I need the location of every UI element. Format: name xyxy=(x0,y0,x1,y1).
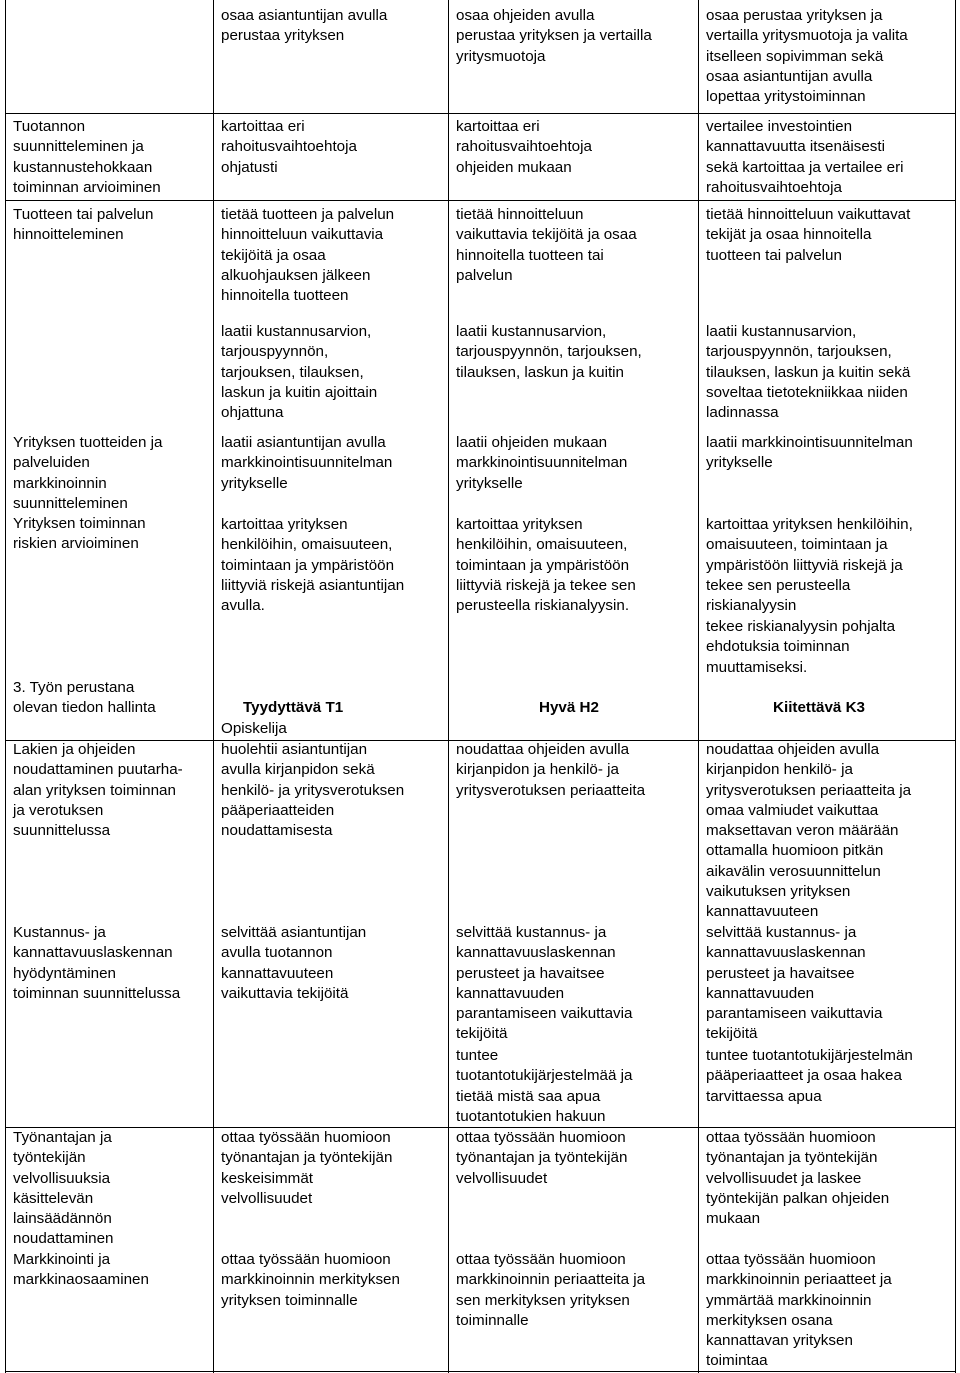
row-hinnoittelu-criterion: Tuotteen tai palvelun hinnoitteleminen xyxy=(13,206,154,244)
column-divider-2 xyxy=(448,0,449,1373)
row-tuotantotuet-k3: tuntee tuotantotukijärjestelmän pääperiaatteet ja osaa hakea tarvittaessa apua xyxy=(706,1047,913,1105)
row-markkinointi-k3: ottaa työssään huomioon markkinoinnin periaatteet ja ymmärtää markkinoinnin merkityksen osana kannattavan yrityksen toimintaa xyxy=(706,1251,892,1370)
row-yritysmuodot-h2: osaa ohjeiden avulla perustaa yrityksen ja vertailla yritysmuotoja xyxy=(456,7,652,65)
row-markkinointi-suunnittelu-k3: laatii markkinointisuunnitelman yritykselle xyxy=(706,434,913,472)
row-kustannusarvio-h2: laatii kustannusarvion, tarjouspyynnön, tarjouksen, tilauksen, laskun ja kuitin xyxy=(456,323,642,381)
row-kirjanpito-k3: noudattaa ohjeiden avulla kirjanpidon henkilö- ja yritysverotuksen periaatteita ja omaa valmiudet vaikuttaa maksettavan veron määrään ottamalla huomioon pitkän aikavälin verosuunnittelun vaikutuksen yrityksen kannattavuuteen xyxy=(706,741,912,921)
row-tuotannon-suunnittelu-criterion: Tuotannon suunnitteleminen ja kustannustehokkaan toiminnan arvioiminen xyxy=(13,118,161,196)
row-hinnoittelu-k3: tietää hinnoitteluun vaikuttavat tekijät ja osaa hinnoitella tuotteen tai palvelun xyxy=(706,206,911,264)
column-header-h2: Hyvä H2 xyxy=(539,699,599,716)
row-kustannusarvio-t1: laatii kustannusarvion, tarjouspyynnön, tarjouksen, tilauksen, laskun ja kuitin ajoittain ohjattuna xyxy=(221,323,378,422)
row-riskit-h2: kartoittaa yrityksen henkilöihin, omaisuuteen, toimintaan ja ympäristöön liittyviä riskejä ja tekee sen perusteella riskianalyysin. xyxy=(456,516,636,615)
row-kirjanpito-criterion: Lakien ja ohjeiden noudattaminen puutarha- alan yrityksen toiminnan ja verotuksen suunnittelussa xyxy=(13,741,183,840)
row-hinnoittelu-t1: tietää tuotteen ja palvelun hinnoitteluun vaikuttavia tekijöitä ja osaa alkuohjauksen jälkeen hinnoitella tuotteen xyxy=(221,206,395,305)
row-kustannusarvio-k3: laatii kustannusarvion, tarjouspyynnön, tarjouksen, tilauksen, laskun ja kuitin sekä soveltaa tietotekniikkaa niiden ladinnassa xyxy=(706,323,911,422)
row-riskit-k3: kartoittaa yrityksen henkilöihin, omaisuuteen, toimintaan ja ympäristöön liittyviä riskejä ja tekee sen perusteella riskianalyysin xyxy=(706,516,913,615)
row-tuotannon-suunnittelu-h2: kartoittaa eri rahoitusvaihtoehtoja ohjeiden mukaan xyxy=(456,118,592,176)
section-title: 3. Työn perustana olevan tiedon hallinta xyxy=(13,679,156,717)
column-divider-1 xyxy=(213,0,214,1373)
row-hinnoittelu-h2: tietää hinnoitteluun vaikuttavia tekijöitä ja osaa hinnoitella tuotteen tai palvelun xyxy=(456,206,637,284)
row-markkinointi-t1: ottaa työssään huomioon markkinoinnin merkityksen yrityksen toiminnalle xyxy=(221,1251,400,1309)
row-divider xyxy=(5,200,956,201)
row-yritysmuodot-k3: osaa perustaa yrityksen ja vertailla yritysmuotoja ja valita itselleen sopivimman sekä osaa asiantuntijan avulla lopettaa yritystoiminnan xyxy=(706,7,908,106)
row-kustannuslaskenta-t1: selvittää asiantuntijan avulla tuotannon kannattavuuteen vaikuttavia tekijöitä xyxy=(221,924,367,1002)
row-tuotannon-suunnittelu-t1: kartoittaa eri rahoitusvaihtoehtoja ohjatusti xyxy=(221,118,357,176)
row-markkinointi-h2: ottaa työssään huomioon markkinoinnin periaatteita ja sen merkityksen yrityksen toiminnalle xyxy=(456,1251,646,1329)
row-kirjanpito-t1: huolehtii asiantuntijan avulla kirjanpidon sekä henkilö- ja yritysverotuksen pääperiaatteiden noudattamisesta xyxy=(221,741,405,840)
row-tyonantaja-criterion: Työnantajan ja työntekijän velvollisuuksia käsittelevän lainsäädännön noudattaminen xyxy=(13,1129,114,1248)
row-markkinointi-suunnittelu-h2: laatii ohjeiden mukaan markkinointisuunnitelman yritykselle xyxy=(456,434,628,492)
row-kustannuslaskenta-k3: selvittää kustannus- ja kannattavuuslaskennan perusteet ja havaitsee kannattavuuden parantamiseen vaikuttavia tekijöitä xyxy=(706,924,883,1043)
table-border-right xyxy=(955,0,956,1373)
row-yritysmuodot-t1: osaa asiantuntijan avulla perustaa yrityksen xyxy=(221,7,388,45)
row-kustannuslaskenta-h2: selvittää kustannus- ja kannattavuuslaskennan perusteet ja havaitsee kannattavuuden parantamiseen vaikuttavia tekijöitä xyxy=(456,924,633,1043)
row-markkinointi-suunnittelu-t1: laatii asiantuntijan avulla markkinointisuunnitelman yritykselle xyxy=(221,434,393,492)
row-markkinointi-criterion: Markkinointi ja markkinaosaaminen xyxy=(13,1251,149,1289)
row-divider xyxy=(5,113,956,114)
row-kirjanpito-h2: noudattaa ohjeiden avulla kirjanpidon ja henkilö- ja yritysverotuksen periaatteita xyxy=(456,741,646,799)
row-riskit-t1: kartoittaa yrityksen henkilöihin, omaisuuteen, toimintaan ja ympäristöön liittyviä riskejä asiantuntijan avulla. xyxy=(221,516,405,615)
subject-label: Opiskelija xyxy=(221,720,287,737)
row-tyonantaja-t1: ottaa työssään huomioon työnantajan ja työntekijän keskeisimmät velvollisuudet xyxy=(221,1129,393,1207)
table-border-left xyxy=(5,0,6,1373)
column-header-t1: Tyydyttävä T1 xyxy=(243,699,344,716)
row-tyonantaja-k3: ottaa työssään huomioon työnantajan ja työntekijän velvollisuudet ja laskee työntekijän palkan ohjeiden mukaan xyxy=(706,1129,890,1228)
row-markkinointi-suunnittelu-criterion: Yrityksen tuotteiden ja palveluiden markkinoinnin suunnitteleminen Yrityksen toiminnan riskien arvioiminen xyxy=(13,434,163,553)
row-tyonantaja-h2: ottaa työssään huomioon työnantajan ja työntekijän velvollisuudet xyxy=(456,1129,628,1187)
row-riskit-jatko-k3: tekee riskianalyysin pohjalta ehdotuksia toiminnan muuttamiseksi. xyxy=(706,618,896,676)
column-divider-3 xyxy=(698,0,699,1373)
row-tuotantotuet-h2: tuntee tuotantotukijärjestelmää ja tietää mistä saa apua tuotantotukien hakuun xyxy=(456,1047,633,1125)
row-tuotannon-suunnittelu-k3: vertailee investointien kannattavuutta itsenäisesti sekä kartoittaa ja vertailee eri rahoitusvaihtoehtoja xyxy=(706,118,904,196)
column-header-k3: Kiitettävä K3 xyxy=(773,699,866,716)
row-kustannuslaskenta-criterion: Kustannus- ja kannattavuuslaskennan hyödyntäminen toiminnan suunnittelussa xyxy=(13,924,181,1002)
